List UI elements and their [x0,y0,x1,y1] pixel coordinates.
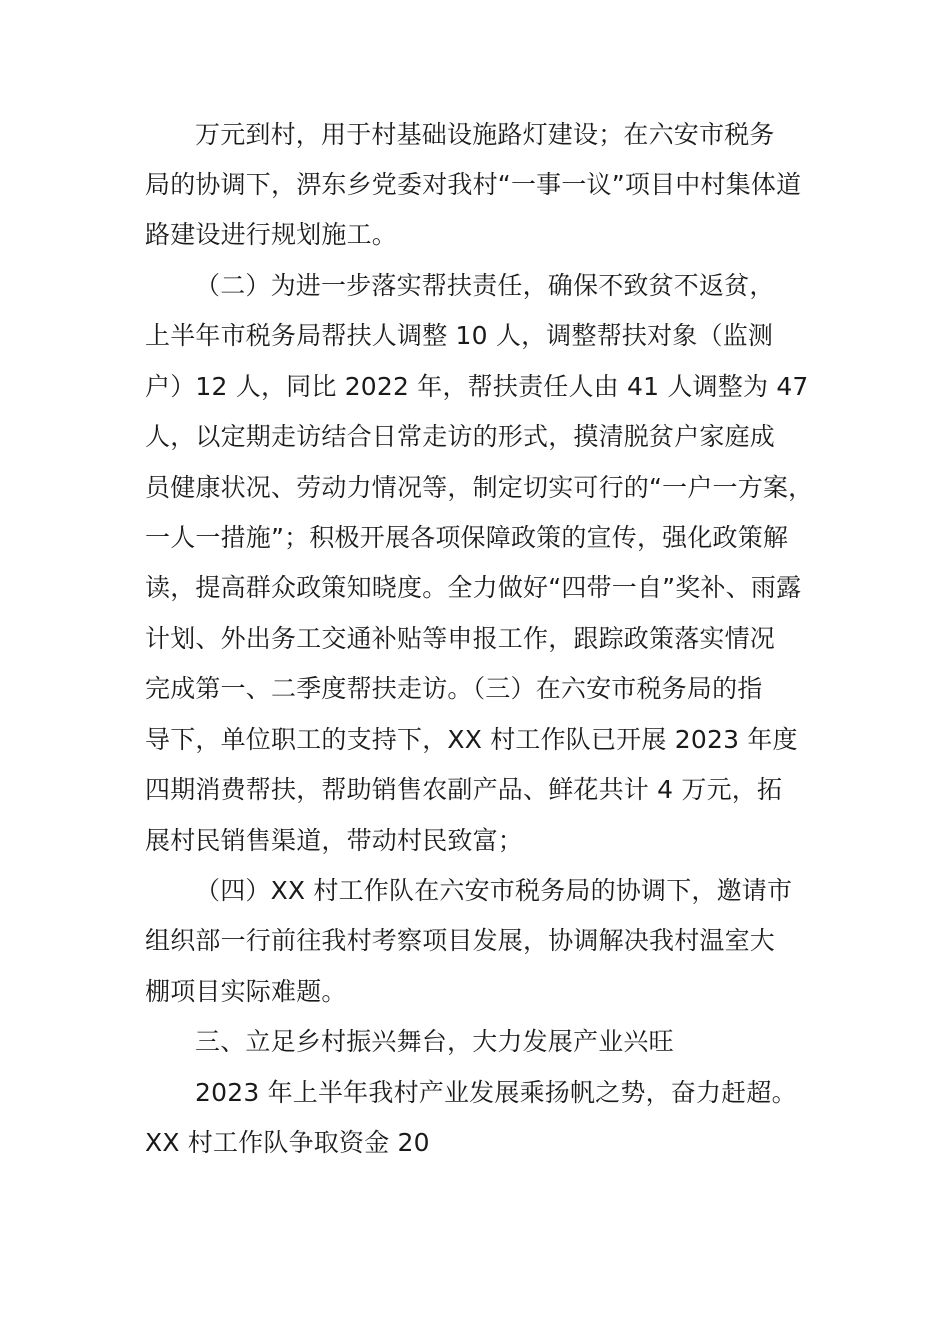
text-line: 完成第一、二季度帮扶走访。（三）在六安市税务局的指 [145,674,763,703]
text-line: 计划、外出务工交通补贴等申报工作，跟踪政策落实情况 [145,624,776,653]
text-line: （二）为进一步落实帮扶责任，确保不致贫不返贫， [195,271,775,300]
text-line: 一人一措施”；积极开展各项保障政策的宣传，强化政策解 [145,523,789,552]
text-line: 局的协调下，淠东乡党委对我村“一事一议”项目中村集体道 [145,170,802,199]
text-line: 路建设进行规划施工。 [145,220,398,249]
text-line: 读，提高群众政策知晓度。全力做好“四带一自”奖补、雨露 [145,573,802,602]
text-line: （四）XX 村工作队在六安市税务局的协调下，邀请市 [195,876,793,905]
text-line: 棚项目实际难题。 [145,977,347,1006]
text-line: 展村民销售渠道，带动村民致富； [145,826,524,855]
text-line: XX 村工作队争取资金 20 [145,1128,430,1157]
text-line: 户）12 人，同比 2022 年，帮扶责任人由 41 人调整为 47 [145,372,809,401]
text-line: 四期消费帮扶，帮助销售农副产品、鲜花共计 4 万元，拓 [145,775,783,804]
text-line: 组织部一行前往我村考察项目发展，协调解决我村温室大 [145,926,776,955]
text-line: 员健康状况、劳动力情况等，制定切实可行的“一户一方案， [145,473,814,502]
text-line: 2023 年上半年我村产业发展乘扬帆之势，奋力赶超。 [195,1078,797,1107]
text-line: 上半年市税务局帮扶人调整 10 人，调整帮扶对象（监测 [145,321,774,350]
section-heading: 三、立足乡村振兴舞台，大力发展产业兴旺 [195,1027,674,1056]
text-line: 万元到村，用于村基础设施路灯建设；在六安市税务 [195,120,775,149]
text-line: 导下，单位职工的支持下，XX 村工作队已开展 2023 年度 [145,725,798,754]
text-line: 人，以定期走访结合日常走访的形式，摸清脱贫户家庭成 [145,422,776,451]
